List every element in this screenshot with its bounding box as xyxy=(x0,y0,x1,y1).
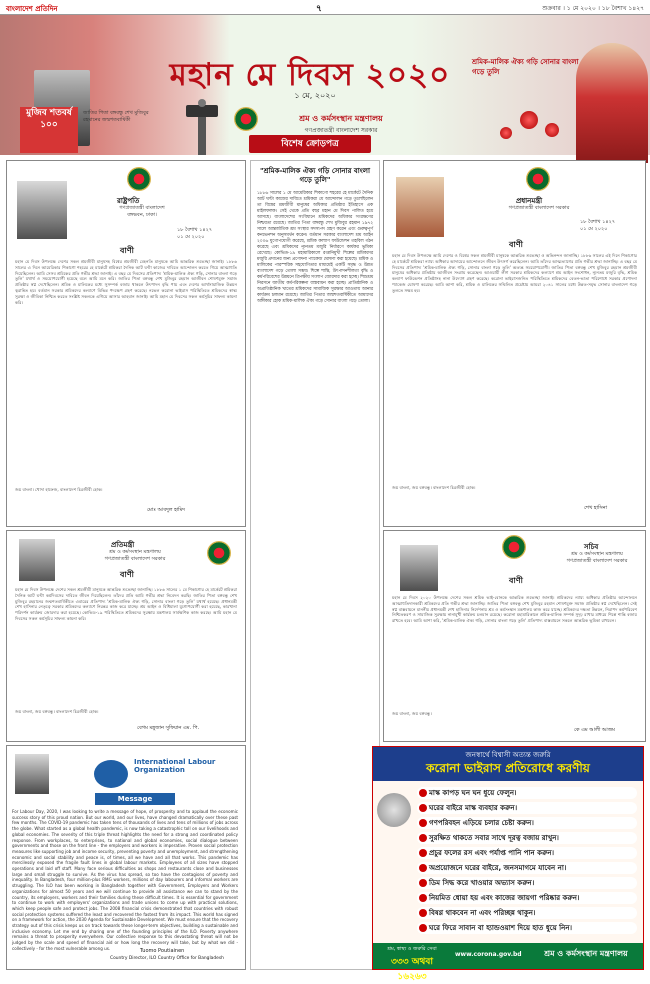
bullet-icon xyxy=(419,864,427,872)
secretary-message-box xyxy=(383,530,646,742)
covid-tip: সুরক্ষিত থাকতে সবার সাথে দূরত্ব বজায় রাখুন। xyxy=(417,832,637,844)
secretary-title: সচিব xyxy=(584,543,599,551)
masthead: বাংলাদেশ প্রতিদিন xyxy=(6,4,58,13)
president-date2: ০১ মে ২০২০ xyxy=(177,234,205,240)
ilo-name: International Labour Organization xyxy=(134,758,216,774)
banner xyxy=(0,15,650,155)
covid-advertisement xyxy=(372,746,644,982)
prime-minister-photo xyxy=(396,177,444,237)
covid-header-line2: করোনা ভাইরাস প্রতিরোধে করণীয় xyxy=(426,761,590,775)
hotline-label: শ্রম, স্বাস্থ্য ও জরুরি সেবা xyxy=(387,946,437,952)
secretary-signature: কে এম আলী আজম xyxy=(574,727,615,733)
worker-hammer-icon xyxy=(172,99,242,155)
prime-minister-banner-portrait xyxy=(576,43,648,163)
secretary-bani-heading: বাণী xyxy=(509,576,523,585)
ilo-logo-icon xyxy=(94,760,128,788)
state-minister-text: মহান মে দিবস উপলক্ষে দেশের সকল শ্রমজীবী মানুষকে আন্তরিক শুভেচ্ছা জানাচ্ছি। ১৮৮৬ সালের ১ মে শিকাগোর হে মার্কেটে শ্রমিকরা দৈনিক আট ঘণ্টা কর্মদিবসের দাবিতে জীবন দিয়েছিলেন। তাঁদের প্রতি আমি গভীর শ্রদ্ধা নিবেদন করছি। জাতির পিতা বঙ্গবন্ধু শেখ মুজিবুর রহমানের জন্মশতবার্ষিকীতে এবারের প্রতিপাদ্য 'শ্রমিক-মালিক ঐক্য গড়ি, সোনার বাংলা গড়ে তুলি' যথার্থ হয়েছে। প্রধানমন্ত্রী শেখ হাসিনার নেতৃত্বে সরকার শ্রমিকদের কল্যাণে নিরন্তর কাজ করে যাচ্ছে। শ্রম আইন ও বিধিমালা যুগোপযোগী করা হয়েছে, কারখানা পরিদর্শন কার্যক্রম জোরদার করা হয়েছে। কোভিড-১৯ পরিস্থিতিতে শ্রমিকদের সুরক্ষায় মন্ত্রণালয় সার্বক্ষণিক কাজ করছে। আমি মহান মে দিবসের সকল কর্মসূচির সাফল্য কামনা করি। xyxy=(15,587,237,621)
president-message-text: মহান মে দিবস উপলক্ষে দেশের সকল শ্রমজীবী মানুষসহ বিশ্বের শ্রমজীবী মেহনতি মানুষকে আমি আন্তরিক শুভেচ্ছা জানাই। ১৮৮৬ সালের এ দিনে আমেরিকার শিকাগো শহরের হে মার্কেটে শ্রমিকরা দৈনিক আট ঘণ্টা কাজের দাবিতে আন্দোলন করতে গিয়ে আত্মাহুতি দিয়েছিলেন। আমি সেসব শ্রমিকের প্রতি গভীর শ্রদ্ধা জানাই। এ বছর মে দিবসের প্রতিপাদ্য 'শ্রমিক-মালিক ঐক্য গড়ি, সোনার বাংলা গড়ে তুলি' যথার্থ ও সময়োপযোগী হয়েছে বলে আমি মনে করি। জাতির পিতা বঙ্গবন্ধু শেখ মুজিবুর রহমান আজীবন শোষণমুক্ত সমাজ প্রতিষ্ঠার স্বপ্ন দেখেছিলেন। শ্রমিক ও মালিকের মধ্যে সুসম্পর্ক বজায় থাকলে উৎপাদন বৃদ্ধি পায় এবং দেশের আর্থসামাজিক উন্নয়ন ত্বরান্বিত হয়। বর্তমান সরকার শ্রমিকদের কল্যাণে বিভিন্ন পদক্ষেপ গ্রহণ করেছে। নভেল করোনা ভাইরাস পরিস্থিতিতে শ্রমিকদের স্বাস্থ্য সুরক্ষা ও জীবিকা নিশ্চিত করতে সংশ্লিষ্ট সকলকে এগিয়ে আসার আহবান জানাই। আমি মহান মে দিবসের সকল কর্মসূচির সাফল্য কামনা করি। xyxy=(15,259,237,305)
president-photo xyxy=(17,181,67,239)
flower-icon xyxy=(545,123,559,137)
ilo-director-photo xyxy=(15,754,49,794)
banner-date: ১ মে, ২০২০ xyxy=(294,91,336,100)
government-emblem-icon xyxy=(127,167,151,191)
state-minister-sub2: গণপ্রজাতন্ত্রী বাংলাদেশ সরকার xyxy=(104,556,166,562)
bullet-icon xyxy=(419,789,427,797)
pm-signature: শেখ হাসিনা xyxy=(584,505,608,511)
top-bar xyxy=(0,0,650,15)
ministry-name: শ্রম ও কর্মসংস্থান মন্ত্রণালয় xyxy=(299,114,383,123)
covid-tip: ঘরে ফিরে সাবান বা হ্যান্ডওয়াশ দিয়ে হাত ধুয়ে নিন। xyxy=(417,922,637,934)
president-signature: মোঃ আবদুল হামিদ xyxy=(147,507,185,513)
pm-title: প্রধানমন্ত্রী xyxy=(516,197,543,205)
pm-bani-heading: বাণী xyxy=(509,240,523,249)
covid-tip: মাস্ক কাপড় ঘন ঘন ধুয়ে ফেলুন। xyxy=(417,787,637,799)
state-minister-signature: বেগম মন্নুজান সুফিয়ান এম. পি. xyxy=(137,725,200,731)
covid-footer xyxy=(373,943,643,982)
covid-tip: গণপরিবহন এড়িয়ে চলার চেষ্টা করুন। xyxy=(417,817,637,829)
bullet-icon xyxy=(419,804,427,812)
bullet-icon xyxy=(419,924,427,932)
bullet-icon xyxy=(419,834,427,842)
president-bani-heading: বাণী xyxy=(120,246,134,255)
state-minister-message-box xyxy=(6,530,246,742)
date-line: শুক্রবার । ১ মে ২০২০ । ১৮ বৈশাখ ১৪২৭ xyxy=(542,5,644,12)
pm-date2: ০১ মে ২০২০ xyxy=(580,226,608,232)
pm-sub1: গণপ্রজাতন্ত্রী বাংলাদেশ সরকার xyxy=(508,205,570,211)
virus-icon xyxy=(377,793,411,827)
pm-date1: ১৮ বৈশাখ ১৪২৭ xyxy=(580,219,616,225)
secretary-sub1: শ্রম ও কর্মসংস্থান মন্ত্রণালয় xyxy=(571,551,623,557)
covid-tip: অপ্রয়োজনে ঘরের বাইরে, জনসমাগমে যাবেন না। xyxy=(417,862,637,874)
ilo-message-label: Message xyxy=(95,793,175,805)
covid-tip: বিষণ্ণ থাকবেন না এবং পরিচ্ছন্ন থাকুন। xyxy=(417,907,637,919)
secretary-photo xyxy=(400,545,438,591)
state-minister-photo xyxy=(19,539,55,581)
mujib-caption: জাতির পিতা বঙ্গবন্ধু শেখ মুজিবুর রহমানের জন্মশতবার্ষিকী xyxy=(83,110,149,123)
government-emblem-icon xyxy=(502,535,526,559)
government-emblem-icon xyxy=(526,167,550,191)
covid-tip: ডিম সিদ্ধ করে খাওয়ার অভ্যাস করুন। xyxy=(417,877,637,889)
prime-minister-message-box xyxy=(383,160,646,527)
state-minister-title: প্রতিমন্ত্রী xyxy=(111,541,135,549)
bullet-icon xyxy=(419,819,427,827)
supplement-label: বিশেষ ক্রোড়পত্র xyxy=(249,135,371,153)
president-sub1: গণপ্রজাতন্ত্রী বাংলাদেশ xyxy=(119,205,165,211)
secretary-sub2: গণপ্রজাতন্ত্রী বাংলাদেশ সরকার xyxy=(566,558,628,564)
bullet-icon xyxy=(419,909,427,917)
president-sub2: বঙ্গভবন, ঢাকা। xyxy=(127,212,157,218)
covid-tip: ঘরের বাইরে মাস্ক ব্যবহার করুন। xyxy=(417,802,637,814)
state-minister-sub1: শ্রম ও কর্মসংস্থান মন্ত্রণালয় xyxy=(109,549,161,555)
hotline-number: ৩৩৩ অথবা ১৬২৬৩ xyxy=(391,957,433,982)
president-closing: জয় বাংলা। খোদা হাফেজ, বাংলাদেশ চিরজীবী হোক। xyxy=(15,487,103,492)
president-title: রাষ্ট্রপতি xyxy=(117,197,140,205)
government-emblem-icon xyxy=(234,107,258,131)
covid-website-link[interactable]: www.corona.gov.bd xyxy=(455,951,522,958)
central-article-text: ১৮৮৬ সালের ১ মে আমেরিকার শিকাগো শহরের হে মার্কেটে দৈনিক আট ঘণ্টা কাজের দাবিতে শ্রমিকরা যে আন্দোলন গড়ে তুলেছিলেন তা বিশ্বের শ্রমজীবী মানুষের অধিকার প্রতিষ্ঠার ইতিহাসে এক মাইলফলক। সেই থেকে প্রতি বছর মহান মে দিবস পালিত হয়ে আসছে। বাংলাদেশের সংবিধানে শ্রমিকদের অধিকার সংরক্ষণের নিশ্চয়তা রয়েছে। জাতির পিতা বঙ্গবন্ধু শেখ মুজিবুর রহমান ১৯৭২ সালে আন্তর্জাতিক শ্রম সংস্থার সদস্যপদ গ্রহণ করেন এবং গুরুত্বপূর্ণ কনভেনশন অনুসমর্থন করেন। বর্তমান সরকার বাংলাদেশ শ্রম আইন ২০০৬ যুগোপযোগী করেছে, শ্রমিক কল্যাণ ফাউন্ডেশন তহবিল গঠন করেছে এবং শ্রমিকদের ন্যূনতম মজুরি নির্ধারণে কার্যকর ভূমিকা রেখেছে। কোভিড-১৯ মহামারিকালে রপ্তানিমুখী শিল্পের শ্রমিকদের মজুরি প্রদানের জন্য প্রণোদনা প্যাকেজ ঘোষণা করা হয়েছে। শ্রমিক ও মালিকের পারস্পরিক সহযোগিতার মাধ্যমেই একটি সমৃদ্ধ ও উন্নত বাংলাদেশ গড়ে তোলা সম্ভব। শিল্পে শান্তি, উৎপাদনশীলতা বৃদ্ধি ও কর্মপরিবেশের উন্নয়নে ত্রিপক্ষীয় সংলাপ জোরদার করা হচ্ছে। শিশুশ্রম নিরসনে জাতীয় কর্মপরিকল্পনা বাস্তবায়ন করা হচ্ছে। প্রাতিষ্ঠানিক ও অপ্রাতিষ্ঠানিক খাতের শ্রমিকদের সামাজিক সুরক্ষার আওতায় আনার কার্যক্রম চলমান রয়েছে। জাতির পিতার জন্মশতবার্ষিকীতে আমাদের অঙ্গীকার হোক শ্রমিক-মালিক ঐক্য গড়ে সোনার বাংলা গড়ে তোলা। xyxy=(257,191,373,304)
flower-icon xyxy=(500,127,512,139)
bullet-icon xyxy=(419,894,427,902)
mujib-borsho-logo: মুজিব শতবর্ষ ১০০ xyxy=(20,107,78,153)
flower-icon xyxy=(520,111,538,129)
covid-header xyxy=(373,747,643,781)
banner-title: মহান মে দিবস ২০২০ xyxy=(169,57,451,93)
ilo-message-text: For Labour Day, 2020, I was looking to write a message of hope, of prosperity and to applaud the economic success story of this proud nation. But our world, and our lives, have changed dramatically over these past few months. The COVID-19 pandemic has taken tens of thousands of lives and tens of millions of jobs across the globe. What started as a global health pandemic, is now taking a catastrophic toll on our livelihoods and global economies. The severity of this triple threat highlights the need for a strong and coordinated policy response. From workplaces, to enterprises, to national and global economies, social dialogue between governments and those on the front line - the employers and workers is imperative. Proven social protection measures like supporting job and income security, preventing poverty and unemployment, and strengthening economic and social stability and peace is, of times, all we have and all that works. This pandemic has mercilessly exposed the fragile fault lines in global labour markets. Employees of all sizes have stopped operations and laid off staff. Many face serious difficulties as shops and restaurants close and businesses large and small struggle to survive. As the virus has spread, so too have the contagions of poverty and inequality. In Bangladesh, four million-plus RMG workers, millions of day labourers and informal workers are struggling. The ILO has been working in Bangladesh together with Government, Employers and Workers organizations for almost 50 years and we will continue to provide all assistance we can to stand by the country, its employers, workers and their families during these difficult times. It is essential for government to continue to work with employers' organizations and trade unions to come up with practical solutions, which keep people safe and protect jobs. The 2008 financial crisis demonstrated that countries with robust social protection systems suffered the least and recovered the fastest from its impact. This world has signed on a framework for action, the 2030 Agenda for Sustainable Development. We must ensure that the recovery strategy out of this crisis keeps us on track towards these longer-term objectives, building a sustainable and inclusive economy. Let me end by sharing one of the founding principles of the ILO. Poverty anywhere remains a threat to prosperity everywhere. Our collective response to this devastating threat will not be judged by the scale and speed of financial aid or how long the recovery will take, but by what we did - collectively - for the most vulnerable among us. xyxy=(12,809,238,951)
bullet-icon xyxy=(419,849,427,857)
bullet-icon xyxy=(419,879,427,887)
government-emblem-icon xyxy=(207,541,231,565)
president-message-box xyxy=(6,160,246,527)
covid-tip: প্রচুর ফলের রস এবং পর্যাপ্ত পানি পান করুন। xyxy=(417,847,637,859)
ministry-subtitle: গণপ্রজাতন্ত্রী বাংলাদেশ সরকার xyxy=(304,127,378,134)
ilo-signature: Tuomo Poutiainen xyxy=(140,948,185,954)
president-date1: ১৮ বৈশাখ ১৪২৭ xyxy=(177,227,213,233)
state-minister-closing: জয় বাংলা, জয় বঙ্গবন্ধু। বাংলাদেশ চিরজীবী হোক। xyxy=(15,709,99,714)
secretary-text: মহান মে দিবস ২০২০ উপলক্ষে দেশের সকল শ্রমিক ভাই-বোনকে আন্তরিক শুভেচ্ছা জানাই। শ্রমিকদের ন্যায্য অধিকার প্রতিষ্ঠার আন্দোলনে আত্মাহুতিদানকারী শ্রমিকদের প্রতি গভীর শ্রদ্ধা জানাচ্ছি। জাতির পিতা বঙ্গবন্ধু শেখ মুজিবুর রহমান শোষণমুক্ত সমাজ প্রতিষ্ঠার স্বপ্ন দেখেছিলেন। সেই স্বপ্ন বাস্তবায়নে মাননীয় প্রধানমন্ত্রী শেখ হাসিনার নির্দেশনায় শ্রম ও কর্মসংস্থান মন্ত্রণালয় কাজ করে যাচ্ছে। শ্রমিকদের দক্ষতা উন্নয়ন, নিরাপদ কর্মপরিবেশ নিশ্চিতকরণ ও সামাজিক সুরক্ষায় নানামুখী কার্যক্রম চলমান রয়েছে। করোনা মহামারিকালে শ্রমিক-মালিক সম্পর্ক সুদৃঢ় রাখার মাধ্যমে শিল্পে শান্তি বজায় রাখতে হবে। আমি আশা করি, 'শ্রমিক-মালিক ঐক্য গড়ি, সোনার বাংলা গড়ে তুলি' প্রতিপাদ্য বাস্তবায়নে সকলে আন্তরিক ভূমিকা রাখবেন। xyxy=(392,595,637,624)
banner-slogan: শ্রমিক-মালিক ঐক্য গড়ি সোনার বাংলা গড়ে তুলি xyxy=(472,58,579,76)
pm-message-text: মহান মে দিবস উপলক্ষে আমি দেশের ও বিশ্বের সকল শ্রমজীবী মানুষকে আন্তরিক শুভেচ্ছা ও অভিনন্দন জানাচ্ছি। ১৮৮৬ সালের এই দিনে শিকাগোর হে মার্কেটে শ্রমিকরা ন্যায্য অধিকার আদায়ের আন্দোলনে জীবন উৎসর্গ করেছিলেন। আমি তাঁদের আত্মত্যাগের প্রতি গভীর শ্রদ্ধা জানাচ্ছি। এ বছর মে দিবসের প্রতিপাদ্য 'শ্রমিক-মালিক ঐক্য গড়ি, সোনার বাংলা গড়ে তুলি' অত্যন্ত সময়োপযোগী। জাতির পিতা বঙ্গবন্ধু শেখ মুজিবুর রহমান শ্রমজীবী মানুষের অধিকার প্রতিষ্ঠায় আজীবন সংগ্রাম করেছেন। আওয়ামী লীগ সরকার শ্রমিকদের কল্যাণে শ্রম আইন সংশোধন, ন্যূনতম মজুরি বৃদ্ধি, শ্রমিক কল্যাণ ফাউন্ডেশন প্রতিষ্ঠাসহ নানা উদ্যোগ গ্রহণ করেছে। করোনা ভাইরাসজনিত পরিস্থিতিতে শ্রমিকদের বেতন-ভাতা পরিশোধে সরকার প্রণোদনা প্যাকেজ ঘোষণা করেছে। আমি আশা করি, শ্রমিক ও মালিকের সম্মিলিত প্রচেষ্টায় আমরা ২০৪১ সালের মধ্যে উন্নত-সমৃদ্ধ সোনার বাংলাদেশ গড়ে তুলতে সক্ষম হব। xyxy=(392,253,637,293)
covid-header-line1: জনস্বার্থে বিশ্বাসী অত্যন্ত জরুরি xyxy=(465,751,551,759)
page-number: ৭ xyxy=(316,4,322,14)
covid-footer-ministry: শ্রম ও কর্মসংস্থান মন্ত্রণালয় xyxy=(544,949,628,958)
state-minister-bani-heading: বাণী xyxy=(120,570,134,579)
secretary-closing: জয় বাংলা, জয় বঙ্গবন্ধু। xyxy=(392,711,432,716)
central-quote: "শ্রমিক-মালিক ঐক্য গড়ি সোনার বাংলা গড়ে তুলি" xyxy=(259,167,371,184)
ilo-signature-title: Country Director, ILO Country Office for Bangladesh xyxy=(110,956,224,961)
pm-closing: জয় বাংলা, জয় বঙ্গবন্ধু। বাংলাদেশ চিরজীবী হোক। xyxy=(392,485,476,490)
central-article xyxy=(250,160,380,970)
covid-tip: নিয়মিত ধোয়া হয় এবং কাজের জায়গা পরিষ্কার করুন। xyxy=(417,892,637,904)
